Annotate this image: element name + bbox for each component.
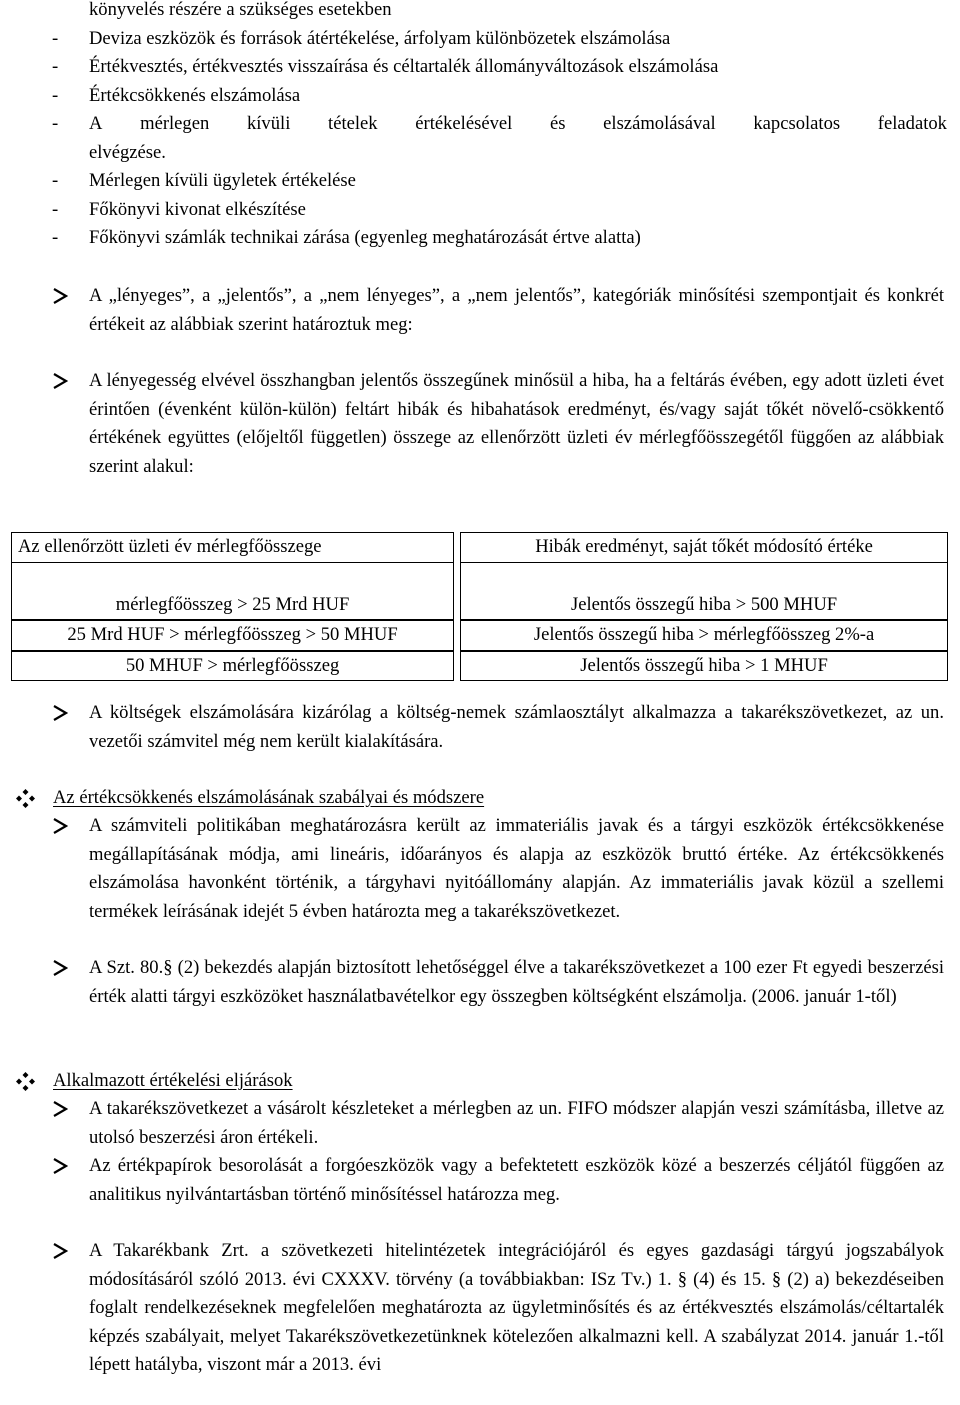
four-diamond-bullet-icon [16, 789, 35, 808]
table-cell: Jelentős összegű hiba > 1 MHUF [460, 651, 948, 682]
arrowhead-bullet-icon [52, 367, 89, 481]
arrow-bullet-item: A Szt. 80.§ (2) bekezdés alapján biztosított lehetőséggel élve a takarékszövetkezet a 100 ezer Ft egyedi beszerzési érték alatti tárgyi eszközöket használatbavételkor egy összegben költségként elszámolja. (2006. január 1-től) [52, 954, 944, 1011]
arrowhead-bullet-icon [52, 1152, 89, 1209]
arrow-bullet-item: A költségek elszámolására kizárólag a költség-nemek számlaosztályt alkalmazza a takarékszövetkezet, az un. vezetői számvitel még nem került kialakítására. [52, 699, 944, 756]
table-row [11, 591, 948, 621]
list-item: - Főkönyvi kivonat elkészítése [52, 198, 306, 220]
table-row [11, 651, 948, 682]
table-cell: 50 MHUF > mérlegfőösszeg [11, 651, 454, 682]
table-cell: Jelentős összegű hiba > 500 MHUF [460, 591, 948, 621]
arrowhead-bullet-icon [52, 1237, 89, 1380]
section-heading [16, 1067, 293, 1096]
arrow-bullet-item: A Takarékbank Zrt. a szövetkezeti hitelintézetek integrációjáról és egyes gazdasági tárgyú jogszabályok módosításáról szóló 2013. évi CXXXV. törvény (a továbbiakban: ISz Tv.) 1. § (4) és 15. § (2) a) bekezdéseiben foglalt rendelkezéseknek megfelelően meghatározta az ügyletminősítés és az értékvesztés elszámolás/céltartalék képzés szabályait, melyet Takarékszövetkezetünknek kötelezően alkalmazni kell. A szabályzat 2014. január 1.-től lépett hatályba, viszont már a 2013. évi [52, 1237, 944, 1380]
table-header-cell: Hibák eredményt, saját tőkét módosító értéke [460, 532, 948, 563]
list-item: - Mérlegen kívüli ügyletek értékelése [52, 170, 356, 191]
list-item: - A mérlegen kívüli tételek értékelésével és elszámolásával kapcsolatos feladatok [52, 110, 947, 139]
arrowhead-bullet-icon [52, 954, 89, 1011]
arrowhead-bullet-icon [52, 699, 89, 756]
arrow-bullet-item: A számviteli politikában meghatározásra került az immateriális javak és a tárgyi eszközök értékcsökkenése megállapításának módja, ami lineáris, időarányos és alapja az eszközök bruttó értéke. Az értékcsökkenés elszámolása havonként történik, a tárgyhavi nyitóállomány alapján. Az immateriális javak közül a szellemi termékek leírásának idejét 5 évben határozta meg a takarékszövetkezet. [52, 812, 944, 926]
section-title: Az értékcsökkenés elszámolásának szabályai és módszere [53, 787, 485, 808]
arrow-bullet-item: Az értékpapírok besorolását a forgóeszközök vagy a befektetett eszközök közé a beszerzés céljától függően az analitikus nyilvántartásban történő minősítéssel határozza meg. [52, 1152, 944, 1209]
top-dash-list [52, 0, 947, 253]
table-row [11, 620, 948, 651]
justified-line: A mérlegen kívüli tételek értékelésével és elszámolásával kapcsolatos feladatok [89, 113, 947, 134]
four-diamond-bullet-icon [16, 1072, 35, 1091]
section-heading [16, 784, 484, 813]
arrowhead-bullet-icon [52, 1095, 89, 1152]
arrow-bullet-item: A lényegesség elvével összhangban jelentős összegűnek minősül a hiba, ha a feltárás évében, egy adott üzleti évet érintően (évenként külön-külön) feltárt hibák és hibahatások eredményt, és/vagy saját tőkét növelő-csökkentő értékének együttes (előjeltől független) összege az ellenőrzött üzleti év mérlegfőösszegétől függően az alábbiak szerint alakul: [52, 367, 944, 481]
table-header-row [11, 532, 948, 563]
table-cell: 25 Mrd HUF > mérlegfőösszeg > 50 MHUF [11, 620, 454, 651]
list-item: - Főkönyvi számlák technikai zárása (egyenleg meghatározását értve alatta) [52, 227, 641, 248]
list-item-continuation: elvégzése. [89, 141, 166, 163]
arrow-bullet-item: A takarékszövetkezet a vásárolt készleteket a mérlegben az un. FIFO módszer alapján veszi számításba, illetve az utolsó beszerzési áron értékeli. [52, 1095, 944, 1152]
list-item: - Értékvesztés, értékvesztés visszaírása és céltartalék állományváltozások elszámolása [52, 56, 719, 77]
arrowhead-bullet-icon [52, 282, 89, 339]
list-item: - Deviza eszközök és források átértékelése, árfolyam különbözetek elszámolása [52, 27, 671, 49]
table-cell: mérlegfőösszeg > 25 Mrd HUF [11, 591, 454, 621]
materiality-table [5, 532, 954, 681]
table-header-cell: Az ellenőrzött üzleti év mérlegfőösszege [11, 532, 454, 563]
list-item: - Értékcsökkenés elszámolása [52, 84, 301, 106]
section-title: Alkalmazott értékelési eljárások [53, 1070, 293, 1091]
arrow-bullet-item: A „lényeges”, a „jelentős”, a „nem lényeges”, a „nem jelentős”, kategóriák minősítési szempontjait és konkrét értékeit az alábbiak szerint határoztuk meg: [52, 282, 944, 339]
table-cell: Jelentős összegű hiba > mérlegfőösszeg 2%-a [460, 620, 948, 651]
continuation-line: könyvelés részére a szükséges esetekben [89, 0, 392, 20]
arrowhead-bullet-icon [52, 812, 89, 926]
